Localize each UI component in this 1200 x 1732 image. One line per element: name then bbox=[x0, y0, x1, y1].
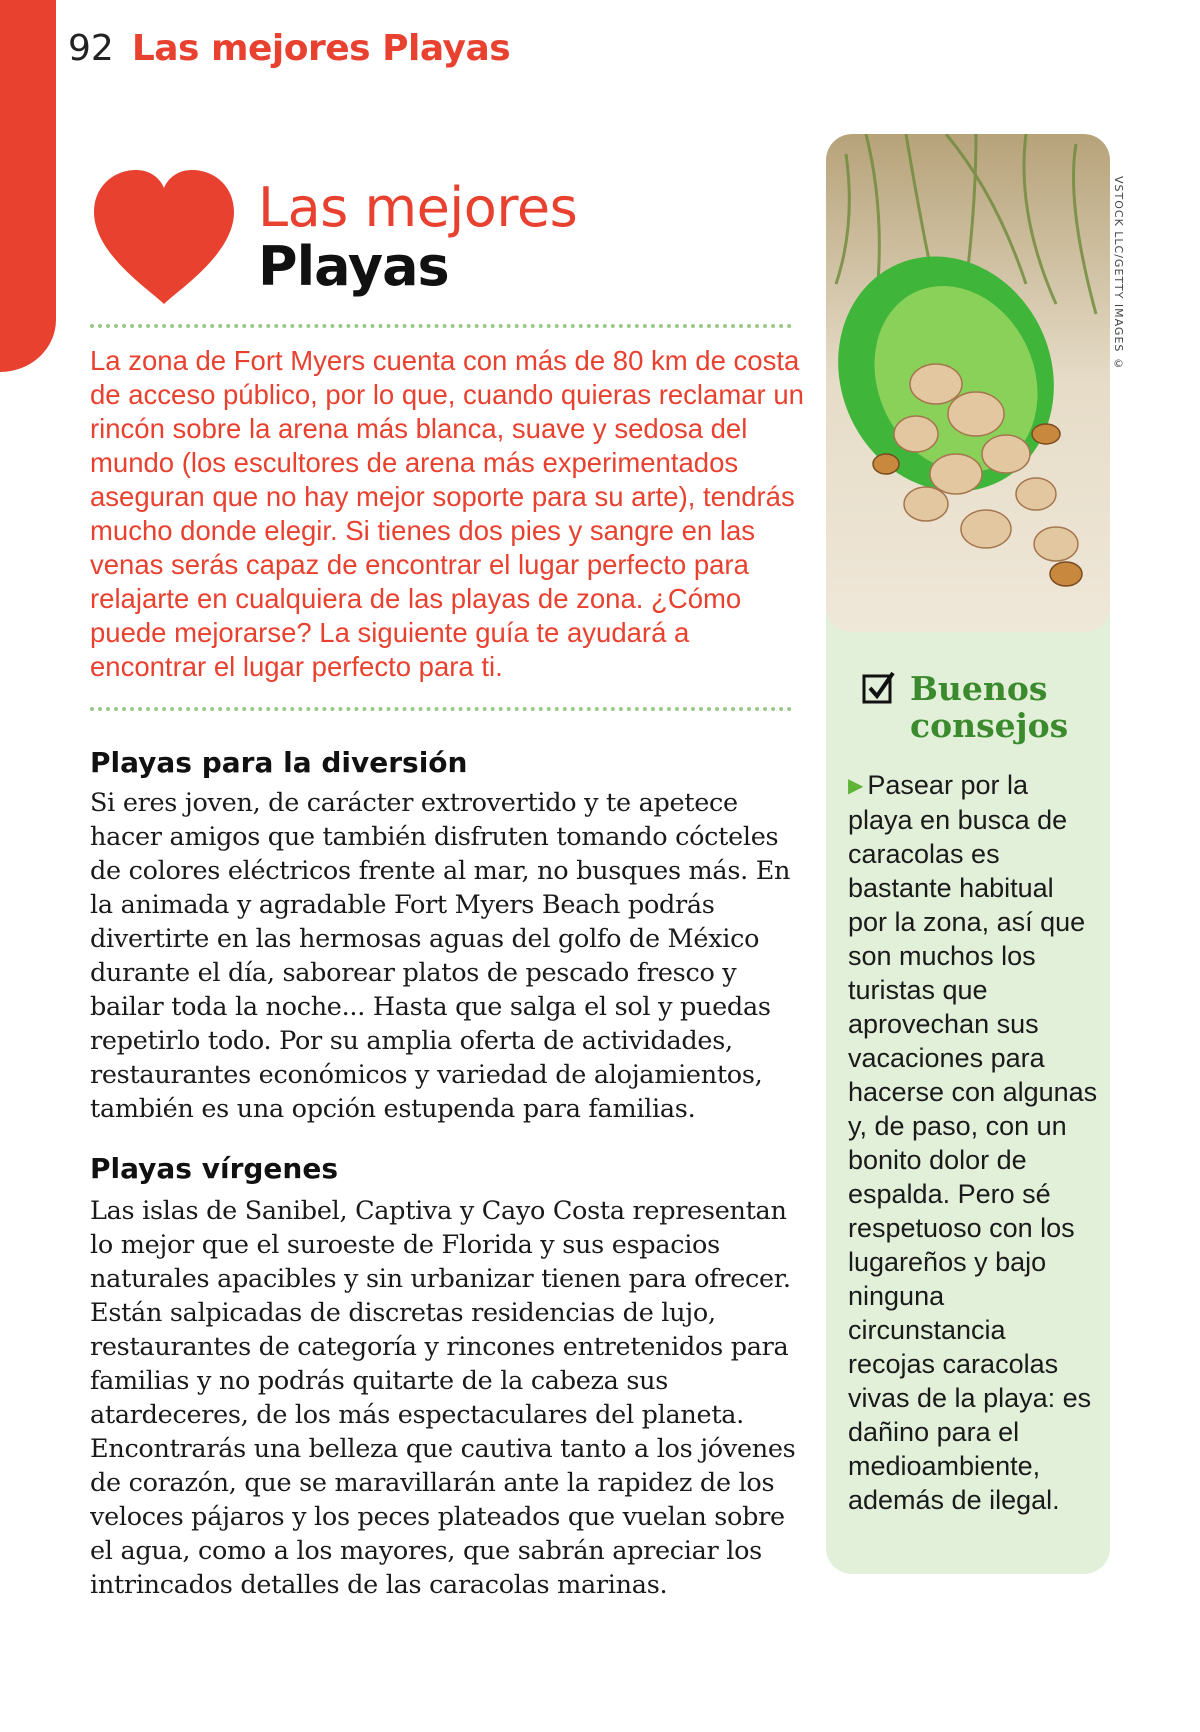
tip-text bbox=[848, 768, 1098, 1517]
tips-heading bbox=[862, 670, 1068, 744]
seashells-bucket-photo bbox=[826, 134, 1110, 632]
section-body-diversion: Si eres joven, de carácter extrovertido y te apetece hacer amigos que también disfruten tomando cócteles de colores eléctricos frente al mar, no busques más. En la animada y agradable Fort Myers Beach podrás divertirte en las hermosas aguas del golfo de México durante el día, saborear platos de pescado fresco y bailar toda la noche... Hasta que salga el sol y puedas repetirlo todo. Por su amplia oferta de actividades, restaurantes económicos y variedad de alojamientos, también es una opción estupenda para familias. bbox=[90, 788, 791, 1124]
tips-sidebar bbox=[826, 134, 1110, 1574]
page-header bbox=[68, 28, 510, 69]
section-heading-diversion: Playas para la diversión bbox=[90, 746, 468, 779]
tip-body: Pasear por la playa en busca de caracolas es bastante habitual por la zona, así que son muchos los turistas que aprovechan sus vacaciones para hacerse con algunas y, de paso, con un bonito dolor de espalda. Pero sé respetuoso con los lugareños y bajo ninguna circunstancia recojas caracolas vivas de la playa: es dañino para el medioambiente, además de ilegal. bbox=[848, 770, 1098, 1515]
section-body-virgenes: Las islas de Sanibel, Captiva y Cayo Costa representan lo mejor que el suroeste de Florida y sus espacios naturales apacibles y sin urbanizar tienen para ofrecer. Están salpicadas de discretas residencias de lujo, restaurantes de categoría y rincones entretenidos para familias y no podrás quitarte de la cabeza sus atardeceres, de los más espectaculares del planeta. Encontrarás una belleza que cautiva tanto a los jóvenes de corazón, que se maravillarán ante la rapidez de los veloces pájaros y los peces plateados que vuelan sobre el agua, como a los mayores, que sabrán apreciar los intrincados detalles de las caracolas marinas. bbox=[90, 1196, 796, 1600]
tips-title-line-1: Buenos bbox=[910, 669, 1048, 708]
chapter-tab bbox=[0, 0, 56, 372]
checkbox-icon bbox=[862, 670, 896, 704]
photo-credit: VSTOCK LLC/GETTY IMAGES © bbox=[1112, 176, 1125, 371]
dotted-divider-top bbox=[90, 324, 792, 328]
title-line-2: Playas bbox=[258, 235, 449, 298]
title-line-1: Las mejores bbox=[258, 176, 578, 239]
section-heading-virgenes: Playas vírgenes bbox=[90, 1152, 338, 1185]
running-title: Las mejores Playas bbox=[131, 28, 511, 69]
page-title bbox=[258, 176, 578, 298]
heart-icon bbox=[90, 168, 238, 308]
arrow-right-icon: ▶ bbox=[848, 775, 864, 797]
page-number: 92 bbox=[68, 28, 114, 69]
dotted-divider-bottom bbox=[90, 707, 792, 711]
intro-paragraph: La zona de Fort Myers cuenta con más de 80 km de costa de acceso público, por lo que, cuando quieras reclamar un rincón sobre la arena más blanca, suave y sedosa del mundo (los escultores de arena más experimentados aseguran que no hay mejor soporte para su arte), tendrás mucho donde elegir. Si tienes dos pies y sangre en las venas serás capaz de encontrar el lugar perfecto para relajarte en cualquiera de las playas de zona. ¿Cómo puede mejorarse? La siguiente guía te ayudará a encontrar el lugar perfecto para ti. bbox=[90, 345, 804, 682]
tips-title-line-2: consejos bbox=[910, 706, 1069, 745]
